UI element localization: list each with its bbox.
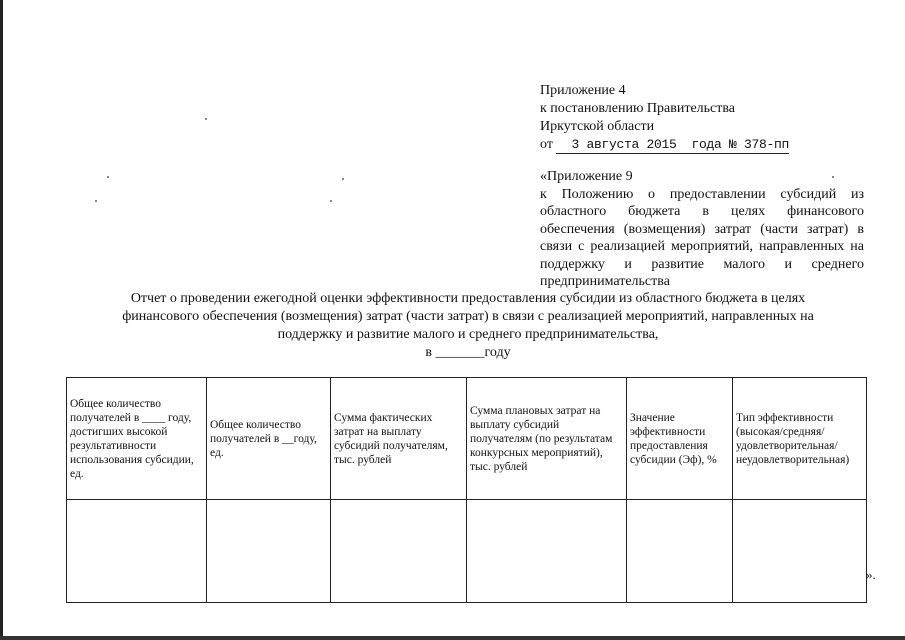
table-cell [67,500,207,603]
approval-line: Иркутской области [540,119,655,134]
approval-year-word: года [691,137,722,152]
approval-date-text: 3 августа 2015 [571,137,677,152]
table-header-cell: Сумма фактических затрат на выплату субсидий получателям, тыс. рублей [331,378,467,500]
report-title-year-line: в _______году [425,345,511,360]
report-title-line: финансового обеспечения (возмещения) затрат (части затрат) в связи с реализацией мероприятий, направленных на [122,309,814,324]
report-title-line: Отчет о проведении ежегодной оценки эффективности предоставления субсидии из областного бюджета в целях [130,291,806,306]
table-cell [733,500,867,603]
table-header-cell: Общее количество получателей в ____ году, достигших высокой результативности использования субсидии, ед. [67,378,207,500]
scan-speck [832,176,834,178]
approval-number: № 378-пп [729,137,790,152]
table-cell [627,500,733,603]
annex-block [540,168,864,291]
scan-speck [107,176,109,178]
approval-line: к постановлению Правительства [540,101,736,116]
table-cell [467,500,627,603]
table-header-cell: Значение эффективности предоставления субсидии (Эф), % [627,378,733,500]
scan-speck [205,118,207,120]
approval-from: от [540,137,553,152]
page-edge-left [0,0,3,640]
table-cell [207,500,331,603]
approval-date-line [540,136,789,154]
table-header-cell: Общее количество получателей в __году, ед. [207,378,331,500]
annex-text: к Положению о предоставлении субсидий из областного бюджета в целях финансового обеспечения (возмещения) затрат (части затрат) в связи с реализацией мероприятий, направленных на поддержку и развитие малого и среднего предпринимательства [540,186,864,289]
approval-date [556,137,789,154]
closing-quote: ». [866,567,876,582]
scan-speck [330,200,332,202]
page-edge-bottom [0,636,905,640]
table-cell [331,500,467,603]
table-header-row [67,378,867,500]
annex-title: «Приложение 9 [540,169,633,184]
report-title [70,290,866,362]
report-table [66,377,867,603]
scan-speck [95,200,97,202]
table-header-cell: Сумма плановых затрат на выплату субсидий получателям (по результатам конкурсных мероприятий), тыс. рублей [467,378,627,500]
approval-block [540,82,789,154]
report-title-line: поддержку и развитие малого и среднего предпринимательства, [277,327,659,342]
table-header-cell: Тип эффективности (высокая/средняя/ удовлетворительная/ неудовлетворительная) [733,378,867,500]
table-row [67,500,867,603]
approval-line: Приложение 4 [540,83,626,98]
scan-speck [342,178,344,180]
